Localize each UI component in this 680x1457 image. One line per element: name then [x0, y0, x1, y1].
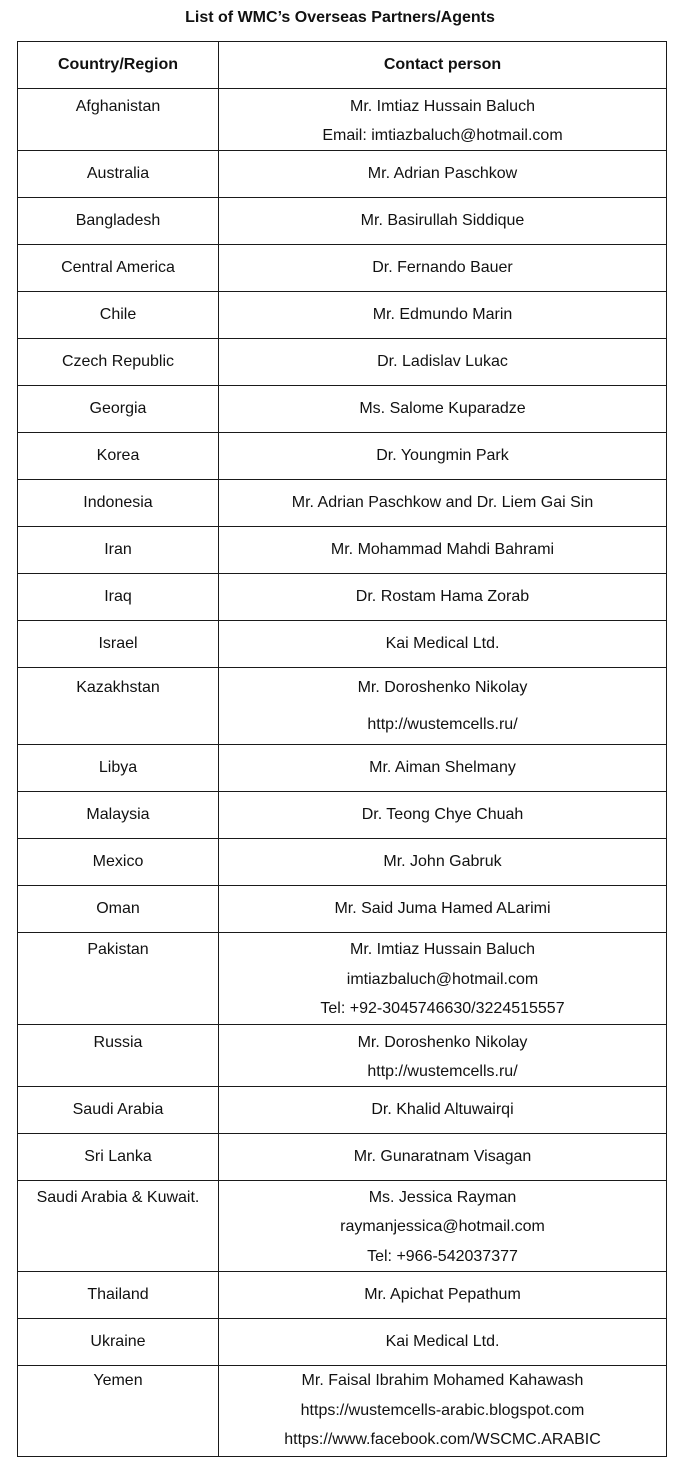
contact-line: Mr. Aiman Shelmany [369, 759, 516, 776]
contact-cell [219, 292, 667, 339]
contact-line: Dr. Rostam Hama Zorab [355, 588, 530, 605]
contact-cell [219, 1366, 667, 1457]
country-cell [18, 745, 219, 792]
contact-line: Dr. Khalid Altuwairqi [371, 1100, 514, 1118]
document-title: List of WMC’s Overseas Partners/Agents [185, 9, 495, 26]
country-cell [18, 933, 219, 1025]
contact-cell [219, 527, 667, 574]
contact-line: Mr. Adrian Paschkow and Dr. Liem Gai Sin [291, 494, 594, 511]
contact-cell [219, 1024, 667, 1086]
contact-line: Tel: +92-3045746630/3224515557 [320, 1000, 565, 1017]
country-cell [18, 1133, 219, 1180]
country-name: Iraq [104, 588, 132, 605]
table-row [18, 621, 667, 668]
contact-line: Mr. Said Juma Hamed ALarimi [334, 900, 551, 917]
table-row [18, 198, 667, 245]
contact-cell [219, 1133, 667, 1180]
country-name: Sri Lanka [84, 1147, 152, 1165]
contact-line: Ms. Jessica Rayman [368, 1188, 517, 1206]
country-cell [18, 151, 219, 198]
contact-line: imtiazbaluch@hotmail.com [346, 970, 539, 988]
country-cell [18, 1024, 219, 1086]
contact-line: Dr. Youngmin Park [376, 447, 509, 464]
table-row [18, 745, 667, 792]
table-row [18, 1319, 667, 1366]
contact-cell [219, 1180, 667, 1272]
country-cell [18, 574, 219, 621]
contact-line: Kai Medical Ltd. [385, 1333, 500, 1350]
column-header-contact: Contact person [219, 42, 667, 89]
country-name: Malaysia [86, 806, 150, 823]
table-row [18, 1272, 667, 1319]
country-name: Mexico [92, 853, 144, 870]
table-row [18, 668, 667, 745]
country-cell [18, 839, 219, 886]
contact-cell [219, 339, 667, 386]
country-name: Georgia [89, 400, 147, 417]
table-row [18, 1180, 667, 1272]
country-cell [18, 433, 219, 480]
contact-line: Email: imtiazbaluch@hotmail.com [322, 127, 563, 144]
contact-cell [219, 1272, 667, 1319]
contact-cell [219, 933, 667, 1025]
contact-cell [219, 839, 667, 886]
country-cell [18, 1319, 219, 1366]
table-row [18, 292, 667, 339]
country-name: Oman [96, 900, 140, 917]
contact-line: Dr. Teong Chye Chuah [361, 806, 524, 823]
table-row [18, 480, 667, 527]
country-cell [18, 198, 219, 245]
country-cell [18, 1086, 219, 1133]
table-header-row [18, 42, 667, 89]
contact-line: Mr. Edmundo Marin [372, 306, 513, 323]
table-row [18, 574, 667, 621]
table-row [18, 839, 667, 886]
table-row [18, 792, 667, 839]
contact-line: Kai Medical Ltd. [385, 635, 500, 652]
contact-line: Mr. Doroshenko Nikolay [357, 679, 528, 696]
country-cell [18, 386, 219, 433]
country-name: Korea [96, 447, 140, 464]
table-row [18, 1024, 667, 1086]
country-name: Afghanistan [75, 98, 161, 115]
country-cell [18, 1272, 219, 1319]
country-name: Russia [93, 1033, 143, 1051]
contact-line: Mr. Adrian Paschkow [367, 165, 518, 182]
country-cell [18, 1366, 219, 1457]
contact-line: Mr. Apichat Pepathum [364, 1286, 521, 1303]
contact-line: Mr. Imtiaz Hussain Baluch [350, 98, 535, 115]
country-name: Israel [98, 635, 138, 652]
contact-line: https://www.facebook.com/WSCMC.ARABIC [284, 1431, 601, 1448]
country-name: Australia [86, 165, 150, 182]
contact-line: Dr. Fernando Bauer [372, 259, 513, 276]
table-row [18, 1366, 667, 1457]
country-cell [18, 792, 219, 839]
table-row [18, 433, 667, 480]
contact-cell [219, 668, 667, 745]
contact-line: Mr. John Gabruk [383, 853, 502, 870]
table-row [18, 886, 667, 933]
table-row [18, 386, 667, 433]
country-name: Chile [99, 306, 137, 323]
country-name: Iran [104, 541, 132, 558]
contact-line: Ms. Salome Kuparadze [359, 400, 526, 417]
table-row [18, 933, 667, 1025]
country-cell [18, 621, 219, 668]
contact-cell [219, 433, 667, 480]
contact-line: Tel: +966-542037377 [367, 1247, 518, 1265]
country-cell [18, 1180, 219, 1272]
contact-cell [219, 480, 667, 527]
country-name: Indonesia [83, 494, 153, 511]
country-name: Saudi Arabia [72, 1100, 164, 1118]
table-row [18, 339, 667, 386]
country-name: Kazakhstan [76, 679, 160, 696]
partners-table [17, 41, 667, 1457]
contact-cell [219, 621, 667, 668]
country-name: Ukraine [90, 1333, 146, 1350]
contact-cell [219, 245, 667, 292]
country-name: Bangladesh [75, 212, 161, 229]
country-name: Czech Republic [61, 353, 175, 370]
contact-cell [219, 792, 667, 839]
table-row [18, 245, 667, 292]
contact-line: https://wustemcells-arabic.blogspot.com [300, 1401, 585, 1419]
contact-line: Mr. Imtiaz Hussain Baluch [350, 941, 535, 958]
table-row [18, 1086, 667, 1133]
contact-line: http://wustemcells.ru/ [367, 716, 518, 733]
table-row [18, 89, 667, 151]
contact-cell [219, 1086, 667, 1133]
country-cell [18, 292, 219, 339]
table-row [18, 151, 667, 198]
country-name: Libya [98, 759, 138, 776]
country-cell [18, 527, 219, 574]
contact-line: http://wustemcells.ru/ [367, 1062, 518, 1080]
contact-cell [219, 386, 667, 433]
contact-line: Mr. Faisal Ibrahim Mohamed Kahawash [301, 1372, 584, 1389]
country-name: Central America [61, 259, 175, 276]
contact-cell [219, 745, 667, 792]
contact-cell [219, 151, 667, 198]
country-cell [18, 339, 219, 386]
table-row [18, 1133, 667, 1180]
column-header-country: Country/Region [18, 42, 219, 89]
contact-line: Mr. Gunaratnam Visagan [353, 1147, 532, 1165]
contact-line: raymanjessica@hotmail.com [340, 1218, 545, 1235]
country-cell [18, 89, 219, 151]
country-name: Saudi Arabia & Kuwait. [36, 1188, 200, 1206]
country-cell [18, 480, 219, 527]
country-name: Pakistan [87, 941, 149, 958]
country-cell [18, 245, 219, 292]
contact-cell [219, 574, 667, 621]
country-name: Thailand [87, 1286, 149, 1303]
contact-cell [219, 886, 667, 933]
contact-cell [219, 198, 667, 245]
country-cell [18, 886, 219, 933]
contact-cell [219, 1319, 667, 1366]
contact-line: Mr. Doroshenko Nikolay [357, 1033, 528, 1051]
contact-line: Mr. Basirullah Siddique [360, 212, 525, 229]
country-cell [18, 668, 219, 745]
contact-line: Dr. Ladislav Lukac [377, 353, 508, 370]
contact-cell [219, 89, 667, 151]
table-row [18, 527, 667, 574]
country-name: Yemen [93, 1372, 143, 1389]
contact-line: Mr. Mohammad Mahdi Bahrami [330, 541, 555, 558]
